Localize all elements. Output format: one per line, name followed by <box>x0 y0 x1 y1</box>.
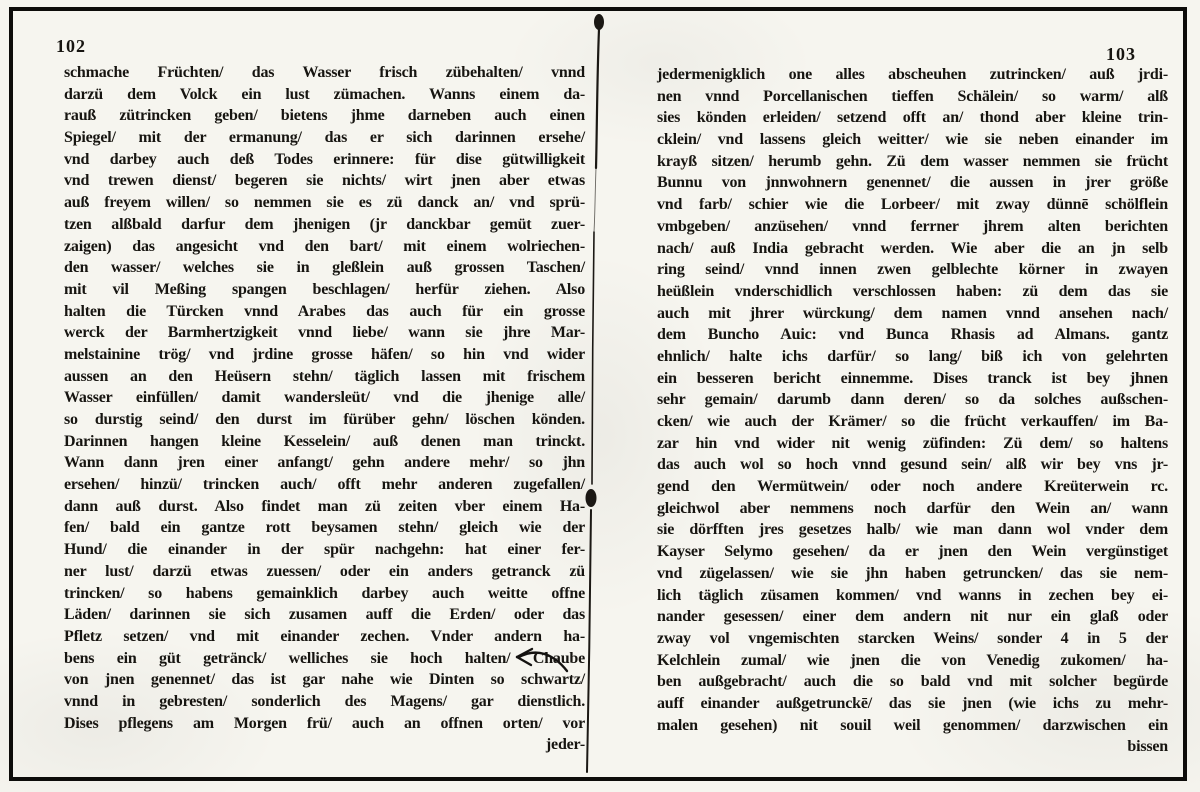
left-page-text-block <box>64 62 585 756</box>
text-line: Bunnu von jnnwohnern genennet/ die aussen in jrer größe <box>657 174 1168 192</box>
text-line: dann auß durst. Also findet man zü zeiten vber einem Ha- <box>64 497 585 515</box>
text-line: Darinnen hangen kleine Kesselein/ auß denen man trinckt. <box>64 432 585 450</box>
text-line: zway vol vngemischten starcken Weins/ sonder 4 in 5 der <box>657 629 1168 647</box>
text-line: nen vnnd Porcellanischen tieffen Schälein/ so warm/ alß <box>657 87 1168 105</box>
text-line: auch mit jhrer würckung/ dem namen vnnd ansehen nach/ <box>657 304 1168 322</box>
text-line: Kayser Selymo gesehen/ da er jnen den Wein vergünstiget <box>657 543 1168 561</box>
text-line: melstainine trög/ vnd jrdine grosse häfen/ so hin vnd wider <box>64 345 585 363</box>
text-line: gend den Wermütwein/ oder noch andere Kreüterwein rc. <box>657 478 1168 496</box>
text-line: dem Buncho Auic: vnd Bunca Rhasis ad Almans. gantz <box>657 326 1168 344</box>
text-line: auff einander außgetrunckē/ das sie jnen (wie ichs zu mehr- <box>657 694 1168 712</box>
text-line: sehr gemain/ darumb dann deren/ so da solches außschen- <box>657 391 1168 409</box>
text-line: trincken/ so habens gemainklich darbey auch weitte offne <box>64 584 585 602</box>
text-line: mit vil Meßing spangen beschlagen/ herfür ziehen. Also <box>64 280 585 298</box>
text-line: jedermenigklich one alles abscheuhen zutrincken/ auß jrdi- <box>657 66 1168 83</box>
text-line: sie dörfften jres gesetzes halb/ wie man dann wol vnder dem <box>657 521 1168 539</box>
text-line: vnd darbey auch deß Todes erinnere: für dise gütwilligkeit <box>64 150 585 168</box>
right-page-catchword: bissen <box>1127 738 1168 756</box>
right-page-lines <box>657 64 1168 736</box>
text-line: malen gesehen) nit souil weil genommen/ darzwischen ein <box>657 716 1168 734</box>
right-page-text-block <box>657 64 1168 758</box>
text-line: krayß sitzen/ herumb gehn. Zü dem wasser nemmen sie frücht <box>657 152 1168 170</box>
text-line: Wann dann jren einer anfangt/ gehn andere mehr/ so jhn <box>64 454 585 472</box>
text-line: cken/ wie auch der Krämer/ so die frücht verkauffen/ im Ba- <box>657 413 1168 430</box>
text-line: Wasser einfüllen/ damit wandersleüt/ vnd die jhenige alle/ <box>64 389 585 407</box>
text-line: das auch wol so hoch vnnd gesund sein/ alß wir bey vns jr- <box>657 456 1168 474</box>
text-line: Spiegel/ mit der ermanung/ das er sich darinnen ersehe/ <box>64 129 585 147</box>
text-line: bens ein güt getränck/ welliches sie hoch halten/ Chaube <box>64 649 585 667</box>
text-line: tzen alßbald darfur dem jhenigen (jr danckbar gemüt zuer- <box>64 215 585 233</box>
text-line: ehnlich/ halte ichs darfür/ so lang/ biß ich von gelehrten <box>657 347 1168 365</box>
text-line: gleichwol aber nemmens noch darfür den Wein an/ wann <box>657 499 1168 517</box>
text-line: so durstig seind/ den durst im fürüber gehn/ löschen könden. <box>64 411 585 428</box>
text-line: lich täglich züsamen kommen/ vnd wanns in zechen bey ei- <box>657 586 1168 604</box>
text-line: fen/ bald ein gantze rott beysamen stehn/ gleich wie der <box>64 519 585 537</box>
text-line: Kelchlein zumal/ wie jnen die von Venedig zukomen/ ha- <box>657 651 1168 669</box>
text-line: zaigen) das angesicht vnd den bart/ mit einem wolriechen- <box>64 237 585 255</box>
text-line: ring seind/ vnnd innen zwen gelblechte körner in zwayen <box>657 261 1168 279</box>
text-line: ner lust/ darzü etwas zuessen/ oder ein anders getranck zü <box>64 562 585 580</box>
text-line: zar hin vnd wider nit wenig züfinden: Zü dem/ so haltens <box>657 434 1168 452</box>
text-line: den wasser/ welches sie in gleßlein auß grossen Taschen/ <box>64 259 585 277</box>
left-page-lines <box>64 62 585 734</box>
text-line: rauß zütrincken geben/ bietens jhme darneben auch einen <box>64 107 585 125</box>
text-line: auß freyem willen/ so nemmen sie es zü danck an/ vnd sprü- <box>64 194 585 212</box>
text-line: nach/ auß India gebracht werden. Wie aber die an jn selb <box>657 239 1168 257</box>
text-line: aussen an den Heüsern stehn/ täglich lassen mit frischem <box>64 367 585 385</box>
text-line: vmbgeben/ anzüsehen/ vnnd ferrner jhrem alten berichten <box>657 217 1168 235</box>
text-line: Dises pflegens am Morgen frü/ auch an offnen orten/ vor <box>64 714 585 732</box>
page-number-right: 103 <box>1106 44 1136 64</box>
text-line: werck der Barmhertzigkeit vnnd liebe/ wann sie jhre Mar- <box>64 324 585 342</box>
text-line: cklein/ vnd lassens gleich weitter/ wie sie neben einander im <box>657 131 1168 149</box>
text-line: ein besseren bericht einnemme. Dises tranck ist bey jhnen <box>657 369 1168 387</box>
text-line: von jnen genennet/ das ist gar nahe wie Dinten so schwartz/ <box>64 671 585 689</box>
text-line: vnd farb/ schier wie die Lorbeer/ mit zway dünnē schölflein <box>657 196 1168 214</box>
page-number-left: 102 <box>56 36 86 56</box>
text-line: darzü dem Volck ein lust zümachen. Wanns einem da- <box>64 85 585 103</box>
left-page-catchword: jeder- <box>545 736 585 754</box>
text-line: Pfletz setzen/ vnd mit einander zechen. Vnder andern ha- <box>64 627 585 645</box>
text-line: vnd zügelassen/ wie sie jhn haben getruncken/ das sie nem- <box>657 564 1168 582</box>
text-line: ben außgebracht/ auch die so bald vnd mit solcher begürde <box>657 673 1168 691</box>
text-line: Läden/ darinnen sie sich zusamen auff die Erden/ oder das <box>64 606 585 624</box>
text-line: ersehen/ hinzü/ trincken auch/ offt mehr anderen zugefallen/ <box>64 476 585 494</box>
text-line: vnd trewen dienst/ begeren sie nichts/ wirt jnen aber etwas <box>64 172 585 190</box>
text-line: heüßlein vnderschidlich verschlossen haben: zü dem das sie <box>657 282 1168 300</box>
text-line: vnnd in gebresten/ sonderlich des Magens/ gar dienstlich. <box>64 692 585 710</box>
text-line: halten die Türcken vnnd Arabes das auch für ein grosse <box>64 302 585 320</box>
text-line: Hund/ die einander in der spür nachgehn: hat einer fer- <box>64 541 585 559</box>
text-line: schmache Früchten/ das Wasser frisch zübehalten/ vnnd <box>64 64 585 81</box>
text-line: sies könden erleiden/ setzend offt an/ thond aber kleine trin- <box>657 109 1168 127</box>
text-line: nander gesessen/ einer dem andern nit nur ein glaß oder <box>657 608 1168 626</box>
